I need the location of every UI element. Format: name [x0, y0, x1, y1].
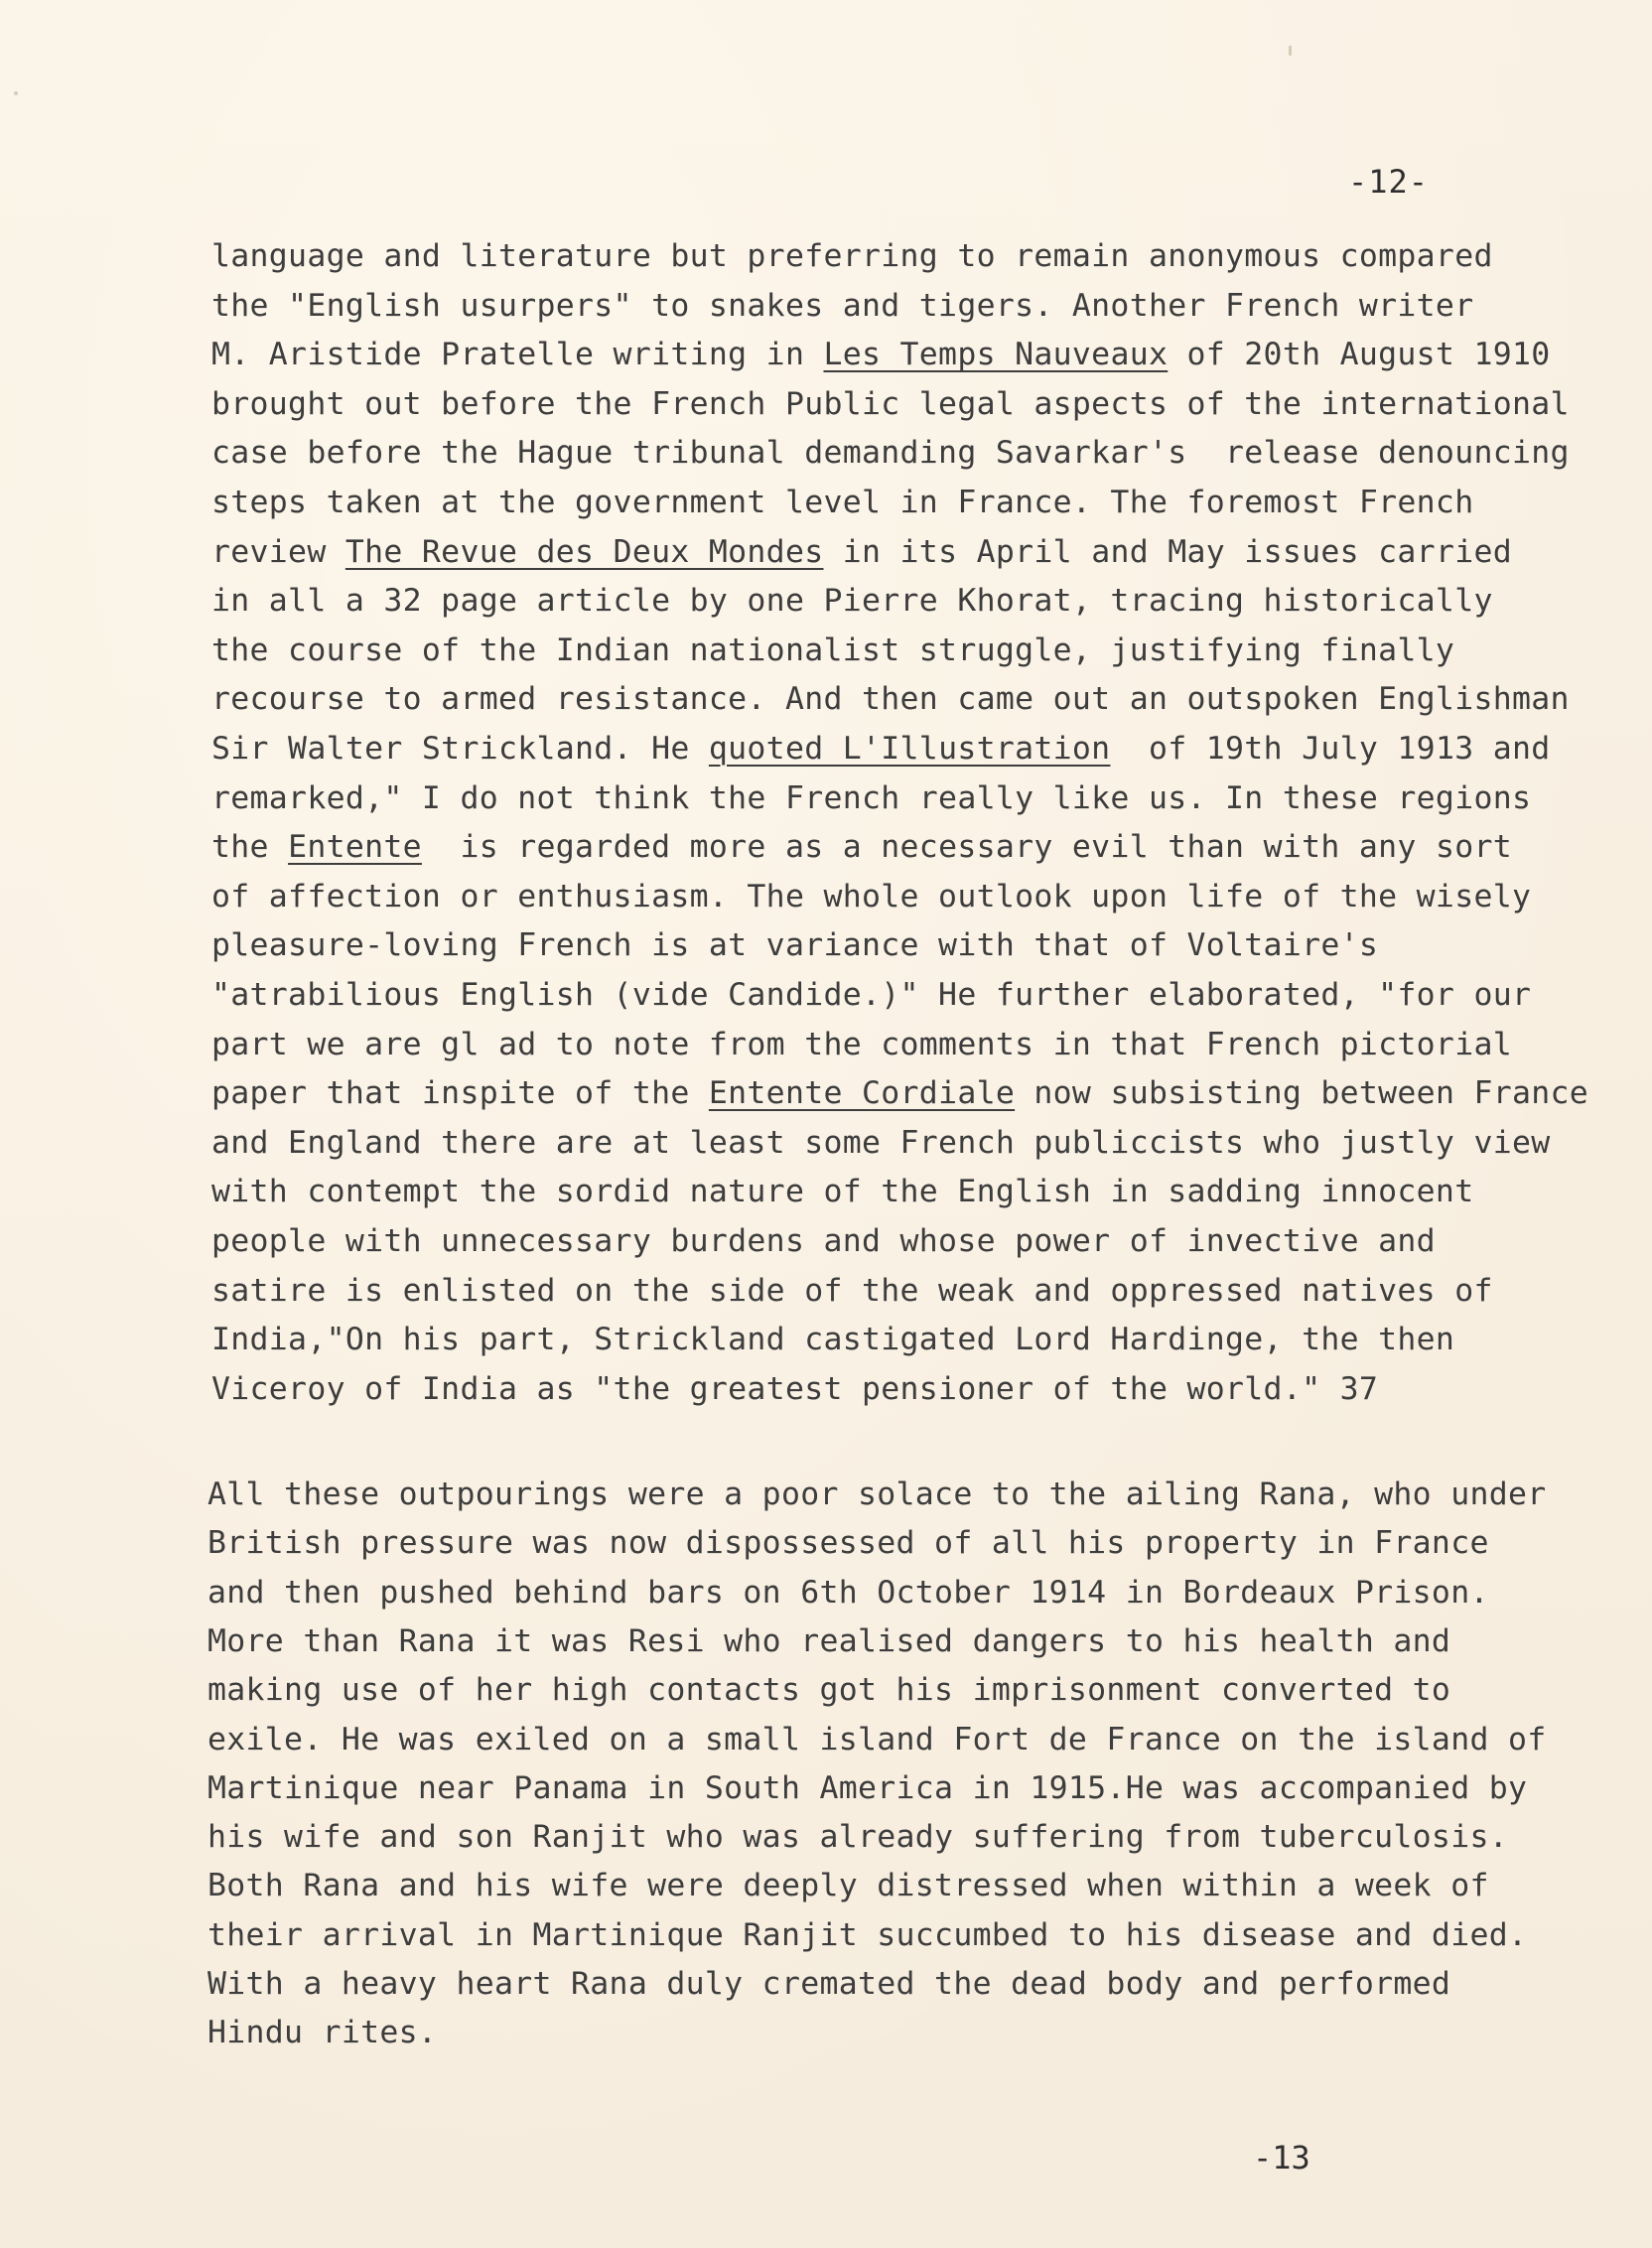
text-run: With a heavy heart Rana duly cremated the dead body and performed [207, 1966, 1451, 2002]
text-line [211, 827, 1512, 867]
text-run: the "English usurpers" to snakes and tigers. Another French writer [211, 287, 1474, 324]
text-line [211, 925, 1378, 965]
text-line [207, 2013, 437, 2052]
text-run: M. Aristide Pratelle writing in [211, 337, 824, 373]
page-number-bottom: -13 [1253, 2139, 1310, 2177]
text-run: Hindu rites. [207, 2015, 438, 2051]
text-line [207, 1573, 1489, 1613]
text-run: their arrival in Martinique Ranjit succumbed to his disease and died. [207, 1916, 1528, 1953]
text-run: of 20th August 1910 [1168, 337, 1551, 373]
text-run: case before the Hague tribunal demanding Savarkar's release denouncing [211, 435, 1570, 472]
text-run: Both Rana and his wife were deeply distressed when within a week of [207, 1868, 1489, 1904]
text-line [211, 1123, 1551, 1163]
text-run: now subsisting between France [1015, 1075, 1589, 1112]
text-run: with contempt the sordid nature of the English in sadding innocent [211, 1174, 1474, 1210]
page-number-top: -12- [1348, 163, 1430, 201]
text-run: in all a 32 page article by one Pierre Khorat, tracing historically [211, 583, 1493, 620]
text-run: pleasure-loving French is at variance with that of Voltaire's [211, 927, 1379, 964]
text-line [211, 236, 1493, 276]
text-run: is regarded more as a necessary evil than with any sort [421, 829, 1513, 866]
text-line [211, 975, 1531, 1015]
text-run: exile. He was exiled on a small island Fort de France on the island of [207, 1721, 1547, 1757]
text-line [207, 1817, 1508, 1857]
underlined-title: The Revue des Deux Mondes [344, 533, 824, 570]
paper-speck [1289, 46, 1292, 56]
text-run: Martinique near Panama in South America in 1915.He was accompanied by [207, 1769, 1528, 1806]
underlined-title: Entente Cordiale [708, 1075, 1016, 1112]
text-line [211, 532, 1512, 572]
text-line [211, 1073, 1588, 1113]
text-line [207, 1523, 1489, 1563]
text-line [211, 581, 1493, 621]
text-run: his wife and son Ranjit who was already suffering from tuberculosis. [207, 1819, 1508, 1856]
text-line [207, 1866, 1489, 1905]
text-run: More than Rana it was Resi who realised dangers to his health and [207, 1622, 1451, 1659]
text-line [211, 778, 1531, 818]
text-line [211, 433, 1570, 473]
text-line [211, 1369, 1378, 1409]
text-line [207, 1670, 1450, 1710]
text-run: of 19th July 1913 and [1110, 731, 1551, 767]
text-run: in its April and May issues carried [823, 533, 1513, 570]
text-line [207, 1720, 1547, 1759]
text-run: of affection or enthusiasm. The whole outlook upon life of the wisely [211, 878, 1532, 914]
text-run: steps taken at the government level in France. The foremost French [211, 485, 1474, 520]
text-line [211, 1025, 1512, 1064]
text-run: people with unnecessary burdens and whose power of invective and [211, 1223, 1436, 1259]
text-line [211, 483, 1473, 522]
text-line [211, 1320, 1454, 1359]
text-line [211, 1221, 1436, 1261]
text-run: and England there are at least some French publiccists who justly view [211, 1124, 1551, 1161]
paper-speck [14, 91, 18, 95]
text-run: satire is enlisted on the side of the weak and oppressed natives of [211, 1272, 1493, 1309]
text-run: and then pushed behind bars on 6th October 1914 in Bordeaux Prison. [207, 1574, 1489, 1611]
text-line [207, 1475, 1547, 1514]
text-run: review [211, 533, 345, 570]
text-run: the course of the Indian nationalist struggle, justifying finally [211, 632, 1455, 668]
text-line [211, 286, 1473, 326]
text-run: the [211, 829, 289, 866]
text-run: remarked," I do not think the French really like us. In these regions [211, 779, 1532, 816]
text-line [211, 631, 1454, 670]
text-line [211, 335, 1551, 374]
underlined-title: Les Temps Nauveaux [823, 337, 1169, 373]
text-line [211, 384, 1570, 424]
text-line [211, 679, 1570, 719]
text-run: recourse to armed resistance. And then came out an outspoken Englishman [211, 681, 1570, 718]
text-line [211, 1271, 1493, 1311]
text-run: language and literature but preferring to remain anonymous compared [211, 238, 1493, 274]
text-line [207, 1621, 1450, 1661]
text-run: "atrabilious English (vide Candide.)" He further elaborated, "for our [211, 977, 1532, 1013]
text-line [211, 1172, 1473, 1211]
text-line [207, 1768, 1527, 1808]
text-run: brought out before the French Public legal aspects of the international [211, 385, 1570, 422]
underlined-title: Entente [288, 829, 422, 866]
text-run: Viceroy of India as "the greatest pensioner of the world." 37 [211, 1370, 1379, 1407]
text-run: India,"On his part, Strickland castigated Lord Hardinge, the then [211, 1322, 1455, 1358]
text-line [207, 1915, 1527, 1955]
text-run: part we are gl ad to note from the comments in that French pictorial [211, 1026, 1512, 1062]
text-line [207, 1964, 1450, 2004]
text-line [211, 877, 1531, 916]
underlined-title: quoted L'Illustration [708, 731, 1111, 767]
text-run: All these outpourings were a poor solace to the ailing Rana, who under [207, 1476, 1547, 1512]
text-run: making use of her high contacts got his imprisonment converted to [207, 1672, 1451, 1709]
text-run: British pressure was now dispossessed of all his property in France [207, 1525, 1489, 1562]
text-run: Sir Walter Strickland. He [211, 731, 709, 767]
text-run: paper that inspite of the [211, 1075, 709, 1112]
text-line [211, 729, 1551, 769]
